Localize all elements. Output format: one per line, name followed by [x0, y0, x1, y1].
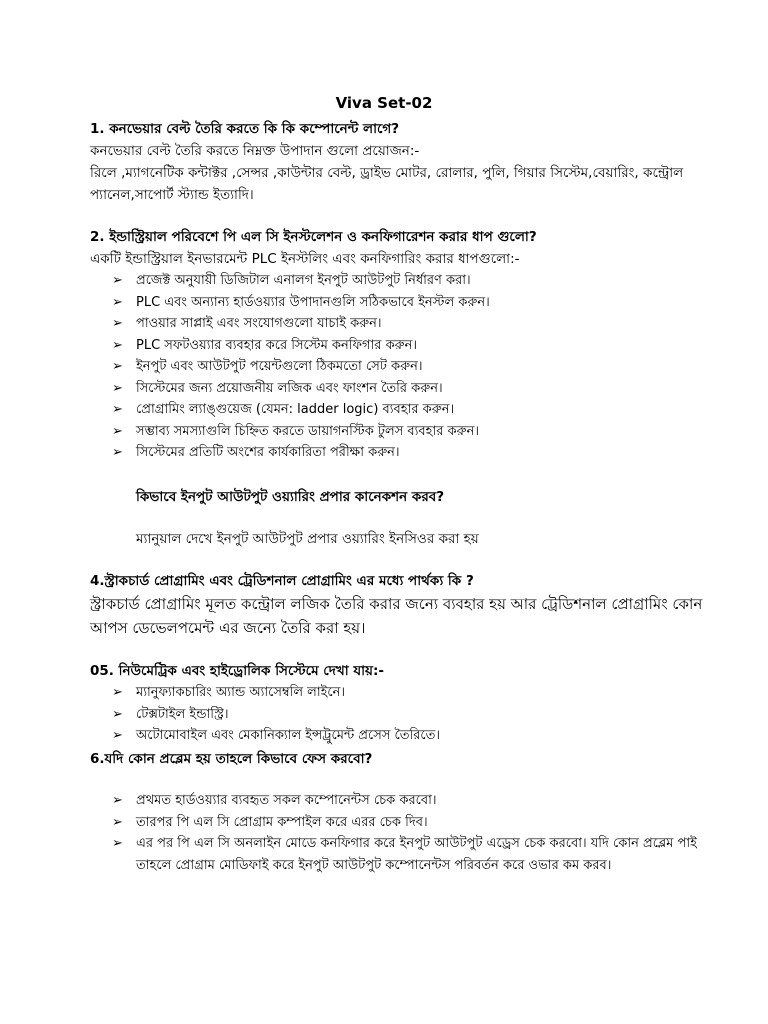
question-3-answer-block	[90, 528, 708, 550]
question-6-list-block	[90, 790, 708, 876]
arrow-bullet-icon: ➢	[112, 706, 123, 722]
list-item: ➢ এর পর পি এল সি অনলাইন মোডে কনফিগার করে ইনপুট আউটপুট এড্রেস চেক করবো। যদি কোন প্রব্লেম পাই তাহলে প্রোগ্রাম মোডিফাই করে ইনপুট আউটপুট কম্পোনেন্টস পরিবর্তন করে ওভার কম করব।	[90, 833, 708, 876]
list-item: ➢ সিস্টেমের জন্য প্রয়োজনীয় লজিক এবং ফাংশন তৈরি করুন।	[90, 378, 708, 400]
question-1-answer: রিলে ,ম্যাগনেটিক কন্টাক্টর ,সেন্সর ,কাউন্টার বেল্ট, ড্রাইভ মোটর, রোলার, পুলি, গিয়ার সিস্টেম,বেয়ারিং, কন্ট্রোল প্যানেল,সাপোর্ট স্ট্যান্ড ইত্যাদি।	[90, 165, 684, 203]
document-title: Viva Set-02	[335, 94, 433, 112]
list-item: ➢ তারপর পি এল সি প্রোগ্রাম কম্পাইল করে এরর চেক দিব।	[90, 812, 708, 834]
list-item: ➢ প্রথমত হার্ডওয়্যার ব্যবহৃত সকল কম্পোনেন্টস চেক করবো।	[90, 790, 708, 812]
list-item: ➢ ইনপুট এবং আউটপুট পয়েন্টগুলো ঠিকমতো সেট করুন।	[90, 356, 708, 378]
question-3-answer: ম্যানুয়াল দেখে ইনপুট আউটপুট প্রপার ওয়্যারিং ইনসিওর করা হয়	[136, 531, 479, 547]
question-5-section	[90, 660, 708, 747]
arrow-bullet-icon: ➢	[112, 294, 123, 310]
list-item: ➢ সম্ভাব্য সমস্যাগুলি চিহ্নিত করতে ডায়াগনস্টিক টুলস ব্যবহার করুন।	[90, 421, 708, 443]
question-1-section	[90, 118, 708, 206]
arrow-bullet-icon: ➢	[112, 316, 123, 331]
question-4-section	[90, 570, 708, 640]
arrow-bullet-icon: ➢	[112, 402, 123, 417]
question-1-heading: 1. কনভেয়ার বেল্ট তৈরি করতে কি কি কম্পোনেন্ট লাগে?	[90, 121, 400, 137]
arrow-bullet-icon: ➢	[112, 728, 123, 743]
list-item: ➢ অটোমোবাইল এবং মেকানিক্যাল ইন্সট্রুমেন্ট প্রসেস তৈরিতে।	[90, 725, 708, 747]
question-4-heading: 4.স্ট্রাকচার্ড প্রোগ্রামিং এবং ট্রেডিশনাল প্রোগ্রামিং এর মধ্যে পার্থক্য কি ?	[90, 573, 474, 589]
question-3-section	[90, 486, 708, 508]
question-5-heading: 05. নিউমেট্রিক এবং হাইড্রোলিক সিস্টেমে দেখা যায়:-	[90, 663, 384, 679]
arrow-bullet-icon: ➢	[112, 423, 123, 439]
arrow-bullet-icon: ➢	[112, 445, 123, 460]
list-item: ➢ প্রজেক্ট অনুযায়ী ডিজিটাল এনালগ ইনপুট আউটপুট নির্ধারণ করা।	[90, 270, 708, 292]
list-item: ➢ প্রোগ্রামিং ল্যাঙ্গুয়েজ (যেমন: ladder logic) ব্যবহার করুন।	[90, 399, 708, 421]
arrow-bullet-icon: ➢	[112, 337, 123, 353]
list-item: ➢ PLC সফটওয়্যার ব্যবহার করে সিস্টেম কনফিগার করুন।	[90, 335, 708, 357]
arrow-bullet-icon: ➢	[112, 273, 123, 288]
list-item: ➢ ম্যানুফ্যাকচারিং অ্যান্ড অ্যাসেম্বলি লাইনে।	[90, 682, 708, 704]
arrow-bullet-icon: ➢	[112, 836, 123, 851]
arrow-bullet-icon: ➢	[112, 359, 123, 374]
question-2-list	[90, 270, 708, 464]
question-3-heading: কিভাবে ইনপুট আউটপুট ওয়্যারিং প্রপার কানেকশন করব?	[136, 489, 445, 505]
arrow-bullet-icon: ➢	[112, 685, 123, 700]
question-5-list	[90, 682, 708, 747]
question-2-section	[90, 226, 708, 464]
question-6-section	[90, 748, 708, 770]
list-item: ➢ সিস্টেমের প্রতিটি অংশের কার্যকারিতা পরীক্ষা করুন।	[90, 442, 708, 464]
list-item: ➢ PLC এবং অন্যান্য হার্ডওয়্যার উপাদানগুলি সঠিকভাবে ইনস্টল করুন।	[90, 292, 708, 314]
question-1-intro: কনভেয়ার বেল্ট তৈরি করতে নিম্নক্ত উপাদান গুলো প্রয়োজন:-	[90, 143, 420, 159]
arrow-bullet-icon: ➢	[112, 814, 123, 830]
question-2-intro: একটি ইন্ডাস্ট্রিয়াল ইনভারমেন্ট PLC ইনস্টলিং এবং কনফিগারিং করার ধাপগুলো:-	[90, 251, 520, 267]
question-4-answer: স্ট্রাকচার্ড প্রোগ্রামিং মূলত কন্ট্রোল লজিক তৈরি করার জন্যে ব্যবহার হয় আর ট্রেডিশনাল প্রোগ্রামিং কোন আপস ডেভেলপমেন্ট এর জন্যে তৈরি করা হয়।	[90, 595, 703, 637]
arrow-bullet-icon: ➢	[112, 380, 123, 396]
list-item: ➢ পাওয়ার সাপ্লাই এবং সংযোগগুলো যাচাই করুন।	[90, 313, 708, 335]
question-2-heading: 2. ইন্ডাস্ট্রিয়াল পরিবেশে পি এল সি ইনস্টলেশন ও কনফিগারেশন করার ধাপ গুলো?	[90, 229, 537, 245]
list-item: ➢ টেক্সটাইল ইন্ডাস্ট্রি।	[90, 704, 708, 726]
question-6-heading: 6.যদি কোন প্রব্লেম হয় তাহলে কিভাবে ফেস করবো?	[90, 751, 373, 767]
question-6-list	[90, 790, 708, 876]
arrow-bullet-icon: ➢	[112, 793, 123, 808]
